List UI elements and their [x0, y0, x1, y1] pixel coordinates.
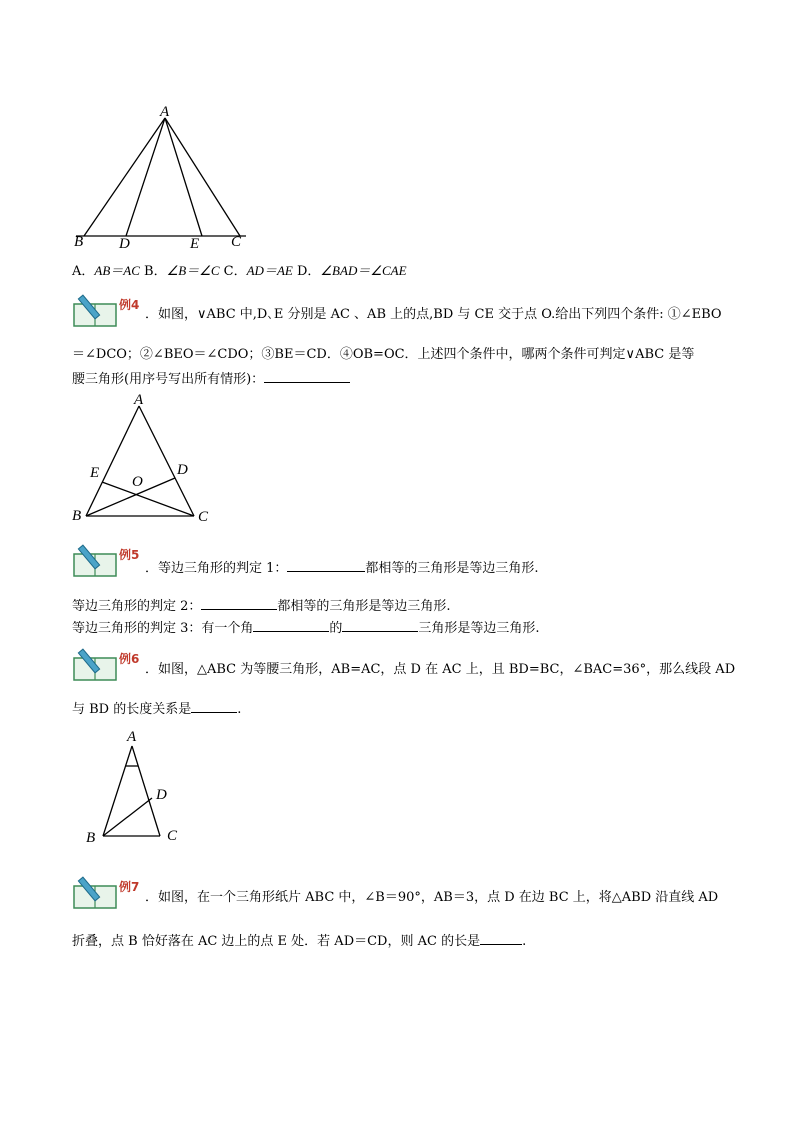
option-a-text: AB＝AC	[94, 263, 140, 278]
ex6-line1: ．如图，△ABC 为等腰三角形，AB=AC，点 D 在 AC 上，且 BD=BC，∠BAC=36°，那么线段 AD	[145, 662, 736, 677]
option-d-text: ∠BAD＝∠CAE	[320, 263, 407, 278]
ex6-line2-a: 与 BD 的长度关系是	[72, 702, 192, 717]
ex5-line3-c: 三角形是等边三角形.	[418, 621, 540, 636]
label-d: D	[156, 787, 167, 803]
label-o: O	[132, 474, 143, 490]
label-a: A	[134, 392, 144, 408]
figure-triangle-abde	[60, 100, 260, 260]
label-b: B	[86, 830, 96, 846]
option-c-prefix: C．	[223, 264, 247, 279]
label-b: B	[74, 234, 84, 250]
ex5-line2-b: 都相等的三角形是等边三角形.	[277, 599, 451, 614]
segment-ad	[126, 118, 165, 236]
label-a: A	[160, 104, 170, 120]
ex5-line2	[72, 595, 451, 616]
label-d: D	[119, 236, 130, 252]
book-pencil-icon	[72, 294, 120, 328]
segment-bd	[86, 478, 175, 516]
label-c: C	[167, 828, 178, 844]
ex7-line2-b: .	[522, 934, 527, 949]
ex7-line1: ．如图，在一个三角形纸片 ABC 中，∠B＝90°，AB＝3，点 D 在边 BC 上，将△ABD 沿直线 AD	[145, 890, 719, 905]
ex4-line1: ．如图，∨ABC 中,D､E 分别是 AC 、AB 上的点,BD 与 CE 交于点 O.给出下列四个条件: ①∠EBO	[145, 307, 722, 322]
option-d-prefix: D．	[296, 264, 321, 279]
book-pencil-icon	[72, 876, 120, 910]
example-badge-4	[72, 294, 140, 328]
option-c-text: AD＝AE	[246, 263, 293, 278]
example-number: 例4	[119, 298, 140, 312]
segment-ae	[165, 118, 202, 236]
label-e: E	[90, 465, 100, 481]
answer-blank[interactable]	[253, 617, 329, 632]
answer-blank[interactable]	[264, 368, 350, 383]
ex5-line1	[145, 557, 539, 578]
book-pencil-icon	[72, 544, 120, 578]
example-number: 例7	[119, 880, 140, 894]
ex7-line2-a: 折叠，点 B 恰好落在 AC 边上的点 E 处．若 AD＝CD，则 AC 的长是	[72, 934, 481, 949]
ex6-line2-b: .	[237, 702, 242, 717]
answer-blank[interactable]	[287, 557, 365, 572]
example-badge-7	[72, 876, 140, 910]
answer-blank[interactable]	[342, 617, 418, 632]
ex6-line2	[72, 698, 241, 719]
figure-triangle-eod	[80, 400, 220, 525]
option-b-text: ∠B＝∠C	[166, 263, 220, 278]
label-b: B	[72, 508, 82, 524]
ex5-line3	[72, 617, 540, 638]
segment-ab	[103, 746, 132, 836]
label-e: E	[190, 236, 200, 252]
example-number: 例6	[119, 652, 140, 666]
answer-blank[interactable]	[201, 595, 277, 610]
ex4-line3	[72, 368, 350, 389]
option-a-prefix: A．	[72, 264, 95, 279]
book-pencil-icon	[72, 648, 120, 682]
segment-bd	[103, 798, 152, 836]
answer-blank[interactable]	[191, 698, 237, 713]
segment-ab	[84, 118, 165, 236]
example-number: 例5	[119, 548, 140, 562]
example-badge-5	[72, 544, 140, 578]
ex5-line1-a: ．等边三角形的判定 1：	[145, 561, 288, 576]
ex5-line3-b: 的	[329, 621, 343, 636]
answer-blank[interactable]	[480, 930, 522, 945]
label-a: A	[127, 729, 137, 745]
option-b-prefix: B．	[144, 264, 167, 279]
label-c: C	[198, 509, 209, 525]
label-d: D	[177, 462, 188, 478]
segment-ab	[86, 406, 139, 516]
ex5-line1-b: 都相等的三角形是等边三角形.	[365, 561, 539, 576]
segment-ac	[139, 406, 194, 516]
ex4-line2: ＝∠DCO；②∠BEO＝∠CDO；③BE＝CD．④OB=OC．上述四个条件中，哪两个条件可判定∨ABC 是等	[72, 347, 695, 362]
ex5-line3-a: 等边三角形的判定 3：有一个角	[72, 621, 254, 636]
ex7-line2	[72, 930, 526, 951]
label-c: C	[231, 234, 242, 250]
ex5-line2-a: 等边三角形的判定 2：	[72, 599, 202, 614]
segment-ac	[165, 118, 240, 236]
example-badge-6	[72, 648, 140, 682]
ex4-line3-text: 腰三角形(用序号写出所有情形)：	[72, 372, 265, 387]
q3-options	[72, 262, 407, 281]
